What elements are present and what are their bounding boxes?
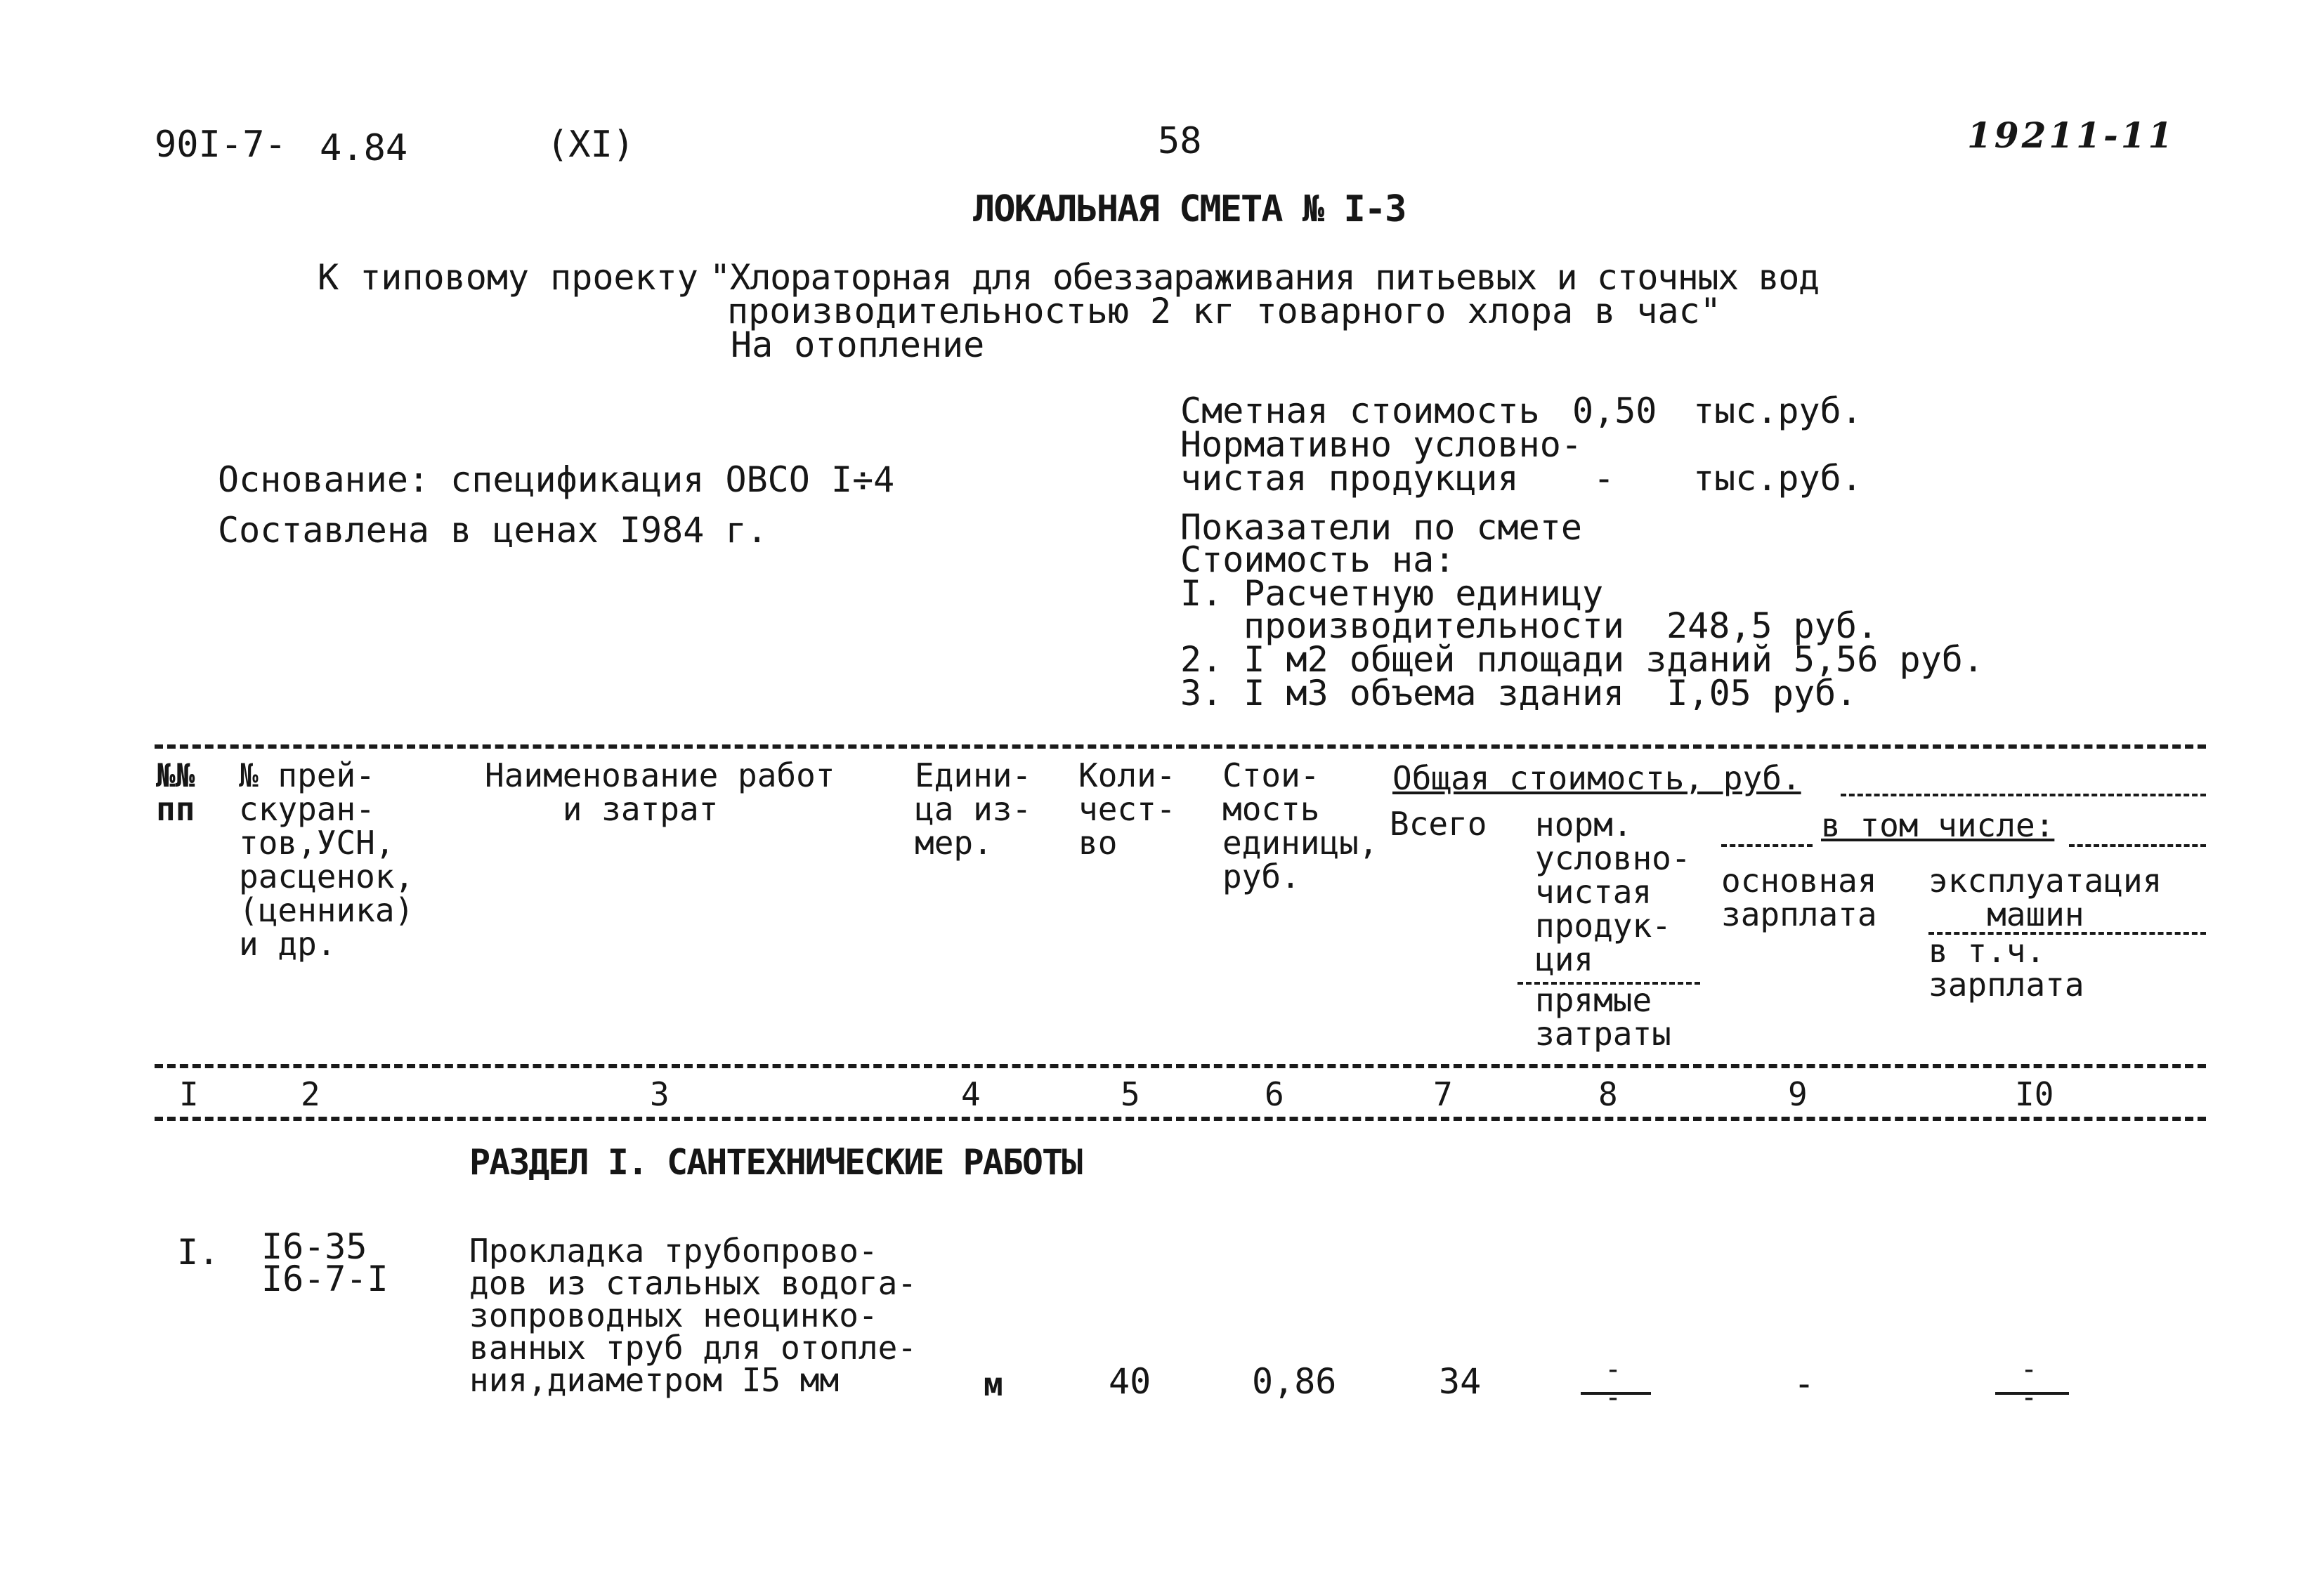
- row-unit: м: [984, 1365, 1003, 1403]
- column-header-number: №№ пп: [156, 756, 195, 828]
- project-line-1: "Хлораторная для обеззараживания питьевых и сточных вод: [710, 257, 1819, 298]
- column-number: I: [179, 1075, 199, 1113]
- column-header-price-list: № прей- скуран- тов,УСН, расценок, (ценника) и др.: [239, 756, 414, 963]
- document-suffix: 4.84: [320, 127, 408, 169]
- row-base-salary-value: -: [1794, 1363, 1815, 1404]
- column-header-unit: Едини- ца из- мер.: [915, 756, 1032, 862]
- column-number: 2: [301, 1075, 320, 1113]
- row-machine-salary-value: -: [2021, 1381, 2038, 1414]
- column-number: I0: [2015, 1075, 2054, 1113]
- column-numbers-bottom-border: [155, 1117, 2206, 1121]
- project-prefix: К типовому проекту: [318, 257, 698, 298]
- column-numbers-top-border: [155, 1064, 2206, 1068]
- column-header-machine-operation: эксплуатация машин: [1928, 862, 2162, 933]
- document-number: 90I-7-: [155, 124, 287, 166]
- column-header-base-salary: основная зарплата: [1721, 862, 1877, 933]
- project-line-3: На отопление: [731, 324, 985, 365]
- normative-unit: тыс.руб.: [1693, 458, 1862, 499]
- including-rule-left: [1721, 844, 1813, 847]
- row-total: 34: [1439, 1361, 1482, 1402]
- indicators-heading: Показатели по смете: [1180, 507, 1582, 548]
- section-title: РАЗДЕЛ I. САНТЕХНИЧЕСКИЕ РАБОТЫ: [469, 1142, 1082, 1183]
- including-rule-right: [2069, 844, 2206, 847]
- normative-value: -: [1593, 458, 1615, 499]
- column-number: 4: [961, 1075, 981, 1113]
- project-line-2: производительностью 2 кг товарного хлора в час": [727, 291, 1721, 331]
- roman-numeral: (XI): [547, 124, 635, 166]
- column-header-work-name: Наименование работ и затрат: [485, 756, 835, 828]
- page-title: ЛОКАЛЬНАЯ СМЕТА № I-3: [973, 188, 1406, 230]
- normative-label-2: чистая продукция: [1180, 458, 1519, 499]
- column-number: 3: [650, 1075, 670, 1113]
- column-header-quantity: Коли- чест- во: [1078, 756, 1176, 862]
- row-work-name: Прокладка трубопрово- дов из стальных водога- зопроводных неоцинко- ванных труб для отопле- ния,диаметром I5 мм: [469, 1232, 917, 1399]
- column-header-including: в том числе:: [1821, 806, 2055, 844]
- prices-year-text: Составлена в ценах I984 г.: [218, 510, 768, 551]
- column-number: 8: [1598, 1075, 1618, 1113]
- column-header-normative-production: норм. условно- чистая продук- ция: [1535, 806, 1691, 978]
- column-header-total: Всего: [1390, 805, 1487, 843]
- row-unit-cost: 0,86: [1252, 1361, 1337, 1402]
- estimated-cost-label: Сметная стоимость: [1180, 390, 1540, 431]
- handwritten-code: 19211-11: [1967, 114, 2176, 156]
- indicator-item-1-line-1: I. Расчетную единицу: [1180, 573, 1604, 614]
- indicator-item-3: 3. I м3 объема здания I,05 руб.: [1180, 673, 1858, 714]
- row-quantity: 40: [1109, 1361, 1151, 1402]
- row-machine-operation-value: -: [2021, 1353, 2038, 1386]
- total-cost-rule: [1841, 794, 2206, 796]
- column-header-unit-cost: Стои- мость единицы, руб.: [1222, 756, 1378, 895]
- page-number: 58: [1158, 120, 1202, 162]
- row-number: I.: [177, 1232, 220, 1273]
- estimated-cost-value: 0,50: [1572, 390, 1657, 431]
- column-number: 6: [1265, 1075, 1284, 1113]
- estimated-cost-unit: тыс.руб.: [1693, 390, 1862, 431]
- column-number: 7: [1433, 1075, 1453, 1113]
- normative-label-1: Нормативно условно-: [1180, 424, 1582, 465]
- table-top-border: [155, 744, 2206, 749]
- indicator-item-1-line-2: производительности 248,5 руб.: [1243, 605, 1879, 646]
- column-header-total-cost: Общая стоимость, руб.: [1392, 759, 1801, 797]
- indicator-item-2: 2. I м2 общей площади зданий 5,56 руб.: [1180, 639, 1984, 680]
- column-number: 5: [1121, 1075, 1140, 1113]
- row-direct-costs-value: -: [1605, 1381, 1622, 1414]
- column-header-direct-costs: прямые затраты: [1535, 981, 1671, 1053]
- row-code: I6-35 I6-7-I: [261, 1226, 389, 1299]
- basis-text: Основание: спецификация ОВСО I÷4: [218, 459, 895, 500]
- row-normative-value: -: [1605, 1353, 1622, 1386]
- column-header-incl-salary: в т.ч. зарплата: [1928, 932, 2084, 1004]
- column-number: 9: [1788, 1075, 1808, 1113]
- cost-on-label: Стоимость на:: [1180, 539, 1456, 580]
